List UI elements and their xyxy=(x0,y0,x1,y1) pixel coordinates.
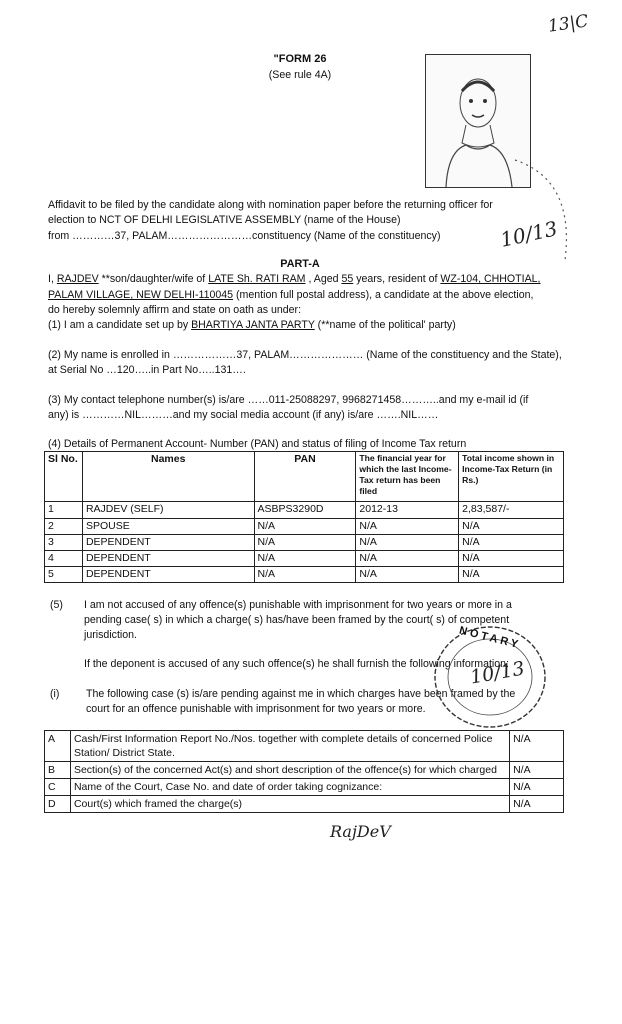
item-1-prefix: (1) I am a candidate set up by xyxy=(48,319,192,331)
item-1-suffix: (**name of the political' party) xyxy=(314,319,456,331)
item-1 xyxy=(48,318,456,332)
candidate-name: RAJDEV xyxy=(56,273,99,285)
table-row xyxy=(45,551,564,567)
stamp-arc-mark xyxy=(505,150,585,270)
case-cell: A xyxy=(45,731,71,762)
pan-cell: N/A xyxy=(254,551,356,567)
table-row xyxy=(45,731,564,762)
table-row xyxy=(45,519,564,535)
pan-cell: N/A xyxy=(459,551,564,567)
case-cell: N/A xyxy=(510,796,564,813)
pan-table-header-row xyxy=(45,452,564,502)
margin-handwritten-date: 10/13 xyxy=(498,216,560,252)
item-i-number: (i) xyxy=(50,688,60,700)
pan-cell: N/A xyxy=(254,567,356,583)
table-row xyxy=(45,762,564,779)
pan-cell: N/A xyxy=(254,519,356,535)
father-name: LATE Sh. RATI RAM xyxy=(208,273,306,285)
party-name: BHARTIYA JANTA PARTY xyxy=(191,319,315,331)
item-5-number: (5) xyxy=(50,599,63,611)
table-row xyxy=(45,796,564,813)
declaration-line-2-suffix: (mention full postal address), a candidate at the above election, xyxy=(233,289,534,301)
pan-cell: 4 xyxy=(45,551,83,567)
pan-cell: ASBPS3290D xyxy=(254,502,356,519)
intro-line-1: Affidavit to be filed by the candidate along with nomination paper before the returning officer for xyxy=(48,199,493,211)
item-5-line-4: If the deponent is accused of any such offence(s) he shall furnish the following information: xyxy=(84,658,509,670)
pan-cell: N/A xyxy=(459,567,564,583)
case-cell: N/A xyxy=(510,762,564,779)
item-3-line-2: any) is …………NIL………and my social media account (if any) is/are …….NIL…… xyxy=(48,409,439,421)
pan-cell: N/A xyxy=(254,535,356,551)
stamp-label: NOTARY xyxy=(457,624,523,652)
pan-cell: 5 xyxy=(45,567,83,583)
declaration-line-3: do hereby solemnly affirm and state on oath as under: xyxy=(48,304,302,316)
corner-note: 13|C xyxy=(546,11,590,37)
pan-cell: 2 xyxy=(45,519,83,535)
item-5-line-2: pending case( s) in which a charge( s) has/have been framed by the court( s) of competent xyxy=(84,614,510,626)
pan-cell: N/A xyxy=(356,567,459,583)
case-table xyxy=(44,730,564,813)
pan-header-names: Names xyxy=(82,452,254,502)
item-5-line-3: jurisdiction. xyxy=(84,629,137,641)
declaration-line-2 xyxy=(48,288,533,302)
case-cell: N/A xyxy=(510,779,564,796)
pan-header-slno: Sl No. xyxy=(45,452,83,502)
table-row xyxy=(45,502,564,519)
declaration-mid-1: **son/daughter/wife of xyxy=(98,273,209,285)
pan-header-pan: PAN xyxy=(254,452,356,502)
declaration-prefix: I, xyxy=(48,273,57,285)
declaration-mid-3: years, resident of xyxy=(353,273,441,285)
intro-line-3: from …………37, PALAM……………………constituency (Name of the constituency) xyxy=(48,230,441,242)
candidate-age: 55 xyxy=(341,273,354,285)
pan-cell: DEPENDENT xyxy=(82,535,254,551)
pan-cell: RAJDEV (SELF) xyxy=(82,502,254,519)
notary-stamp xyxy=(430,622,550,732)
part-a-heading: PART-A xyxy=(280,258,320,270)
declaration-mid-2: , Aged xyxy=(305,273,342,285)
form-title: "FORM 26 xyxy=(273,53,327,65)
declaration-line-1 xyxy=(48,272,540,286)
table-row xyxy=(45,535,564,551)
pan-header-total-income: Total income shown in Income-Tax Return (in Rs.) xyxy=(459,452,564,502)
case-cell: Section(s) of the concerned Act(s) and short description of the offence(s) for which charged xyxy=(70,762,509,779)
case-cell: Cash/First Information Report No./Nos. together with complete details of concerned Police Station/ District State. xyxy=(70,731,509,762)
pan-cell: DEPENDENT xyxy=(82,567,254,583)
pan-cell: N/A xyxy=(459,519,564,535)
item-2-line-2: at Serial No …120…..in Part No…..131…. xyxy=(48,364,246,376)
signature: RajDeV xyxy=(330,822,391,841)
pan-table xyxy=(44,451,564,583)
case-cell: C xyxy=(45,779,71,796)
item-5-line-1: I am not accused of any offence(s) punishable with imprisonment for two years or more in a xyxy=(84,599,512,611)
form-subtitle: (See rule 4A) xyxy=(268,69,332,81)
stamp-handwritten-date: 10/13 xyxy=(468,657,527,689)
address-part-2: PALAM VILLAGE, NEW DELHI-110045 xyxy=(48,289,234,301)
item-4: (4) Details of Permanent Account- Number (PAN) and status of filing of Income Tax return xyxy=(48,438,467,450)
pan-cell: DEPENDENT xyxy=(82,551,254,567)
item-i-line-1: The following case (s) is/are pending against me in which charges have been framed by the xyxy=(86,688,516,700)
address-part-1: WZ-104, CHHOTIAL, xyxy=(440,273,541,285)
pan-cell: SPOUSE xyxy=(82,519,254,535)
case-cell: Name of the Court, Case No. and date of order taking cognizance: xyxy=(70,779,509,796)
pan-cell: 2,83,587/- xyxy=(459,502,564,519)
table-row xyxy=(45,779,564,796)
item-3-line-1: (3) My contact telephone number(s) is/are ……011-25088297, 9968271458………..and my e-mail id (if xyxy=(48,394,529,406)
pan-cell: 1 xyxy=(45,502,83,519)
case-cell: N/A xyxy=(510,731,564,762)
item-i-line-2: court for an offence punishable with imprisonment for two years or more. xyxy=(86,703,426,715)
pan-header-financial-year: The financial year for which the last Income-Tax return has been filed xyxy=(356,452,459,502)
table-row xyxy=(45,567,564,583)
pan-cell: N/A xyxy=(356,551,459,567)
pan-cell: 3 xyxy=(45,535,83,551)
pan-cell: 2012-13 xyxy=(356,502,459,519)
intro-line-2: election to NCT OF DELHI LEGISLATIVE ASSEMBLY (name of the House) xyxy=(48,214,401,226)
case-cell: B xyxy=(45,762,71,779)
pan-cell: N/A xyxy=(459,535,564,551)
case-cell: D xyxy=(45,796,71,813)
case-cell: Court(s) which framed the charge(s) xyxy=(70,796,509,813)
pan-cell: N/A xyxy=(356,535,459,551)
item-2-line-1: (2) My name is enrolled in ………………37, PALAM………………… (Name of the constituency and the State), xyxy=(48,349,562,361)
pan-cell: N/A xyxy=(356,519,459,535)
